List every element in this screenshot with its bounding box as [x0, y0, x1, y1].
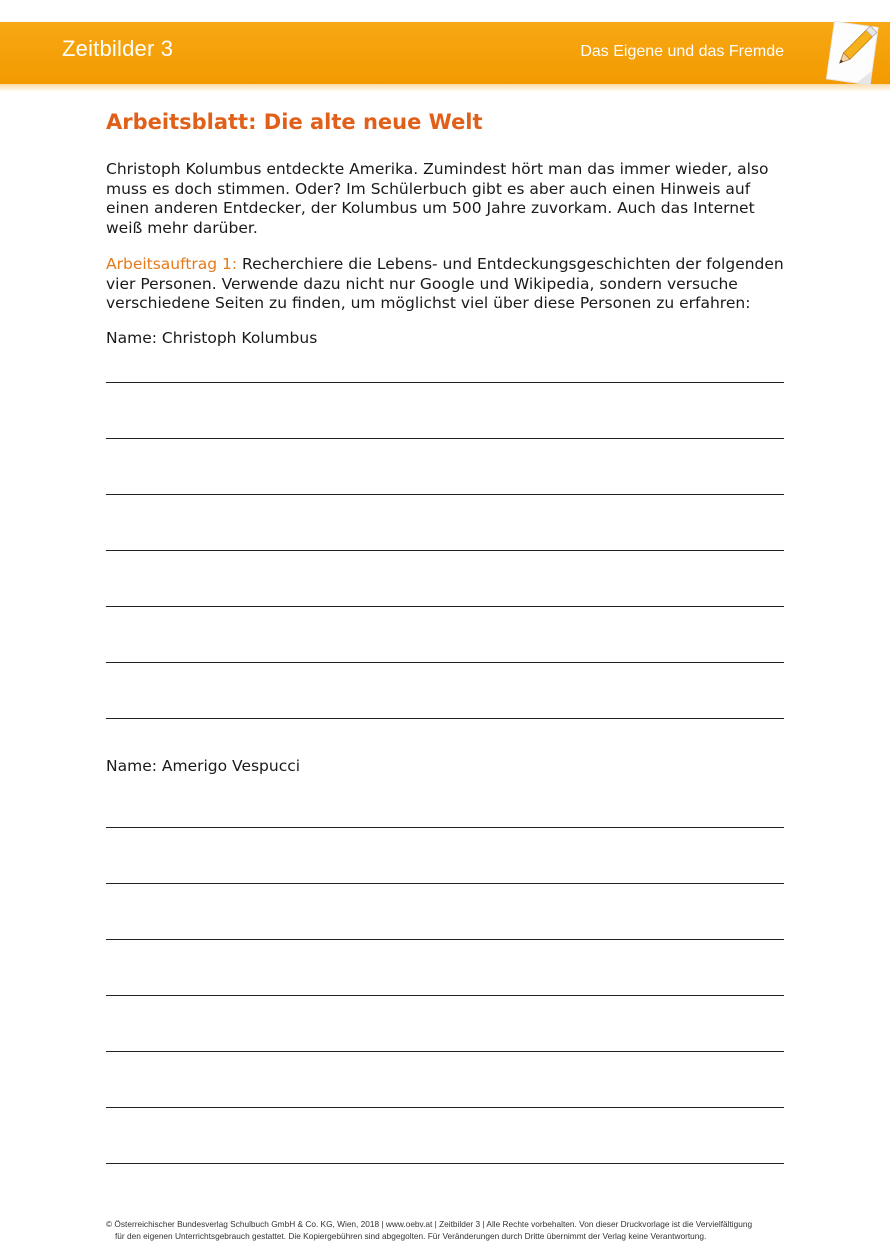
- name-label-vespucci: Name: Amerigo Vespucci: [106, 757, 301, 775]
- copyright-footer: [106, 1218, 796, 1242]
- writing-line[interactable]: [106, 494, 784, 495]
- name-label-kolumbus: Name: Christoph Kolumbus: [106, 329, 318, 347]
- footer-line-2: für den eigenen Unterrichtsgebrauch gestattet. Die Kopiergebühren sind abgegolten. Für Veränderungen durch Dritte übernimmt der Verlag keine Verantwortung.: [115, 1231, 707, 1241]
- brand-title: Zeitbilder 3: [62, 36, 174, 61]
- task-label: Arbeitsauftrag 1:: [106, 255, 238, 273]
- chapter-subject: Das Eigene und das Fremde: [580, 43, 784, 60]
- writing-line[interactable]: [106, 718, 784, 719]
- footer-line-1: © Österreichischer Bundesverlag Schulbuch GmbH & Co. KG, Wien, 2018 | www.oebv.at | Zeitbilder 3 | Alle Rechte vorbehalten. Von dieser Druckvorlage ist die Vervielfältigung: [106, 1219, 753, 1229]
- header-shadow: [0, 84, 890, 92]
- writing-line[interactable]: [106, 662, 784, 663]
- writing-line[interactable]: [106, 606, 784, 607]
- task-text: Recherchiere die Lebens- und Entdeckungsgeschichten der folgenden vier Personen. Verwende dazu nicht nur Google und Wikipedia, sondern versuche verschiedene Seiten zu finden, um möglichst viel über diese Personen zu erfahren:: [106, 255, 784, 312]
- task-paragraph: [106, 255, 786, 314]
- writing-line[interactable]: [106, 550, 784, 551]
- writing-line[interactable]: [106, 1163, 784, 1164]
- writing-line[interactable]: [106, 438, 784, 439]
- writing-line[interactable]: [106, 1051, 784, 1052]
- intro-paragraph: Christoph Kolumbus entdeckte Amerika. Zumindest hört man das immer wieder, also muss es doch stimmen. Oder? Im Schülerbuch gibt es aber auch einen Hinweis auf einen anderen Entdecker, der Kolumbus um 500 Jahre zuvorkam. Auch das Internet weiß mehr darüber.: [106, 160, 769, 237]
- worksheet-title: Arbeitsblatt: Die alte neue Welt: [106, 110, 483, 134]
- writing-line[interactable]: [106, 1107, 784, 1108]
- answer-lines-kolumbus[interactable]: [106, 382, 784, 774]
- note-pencil-icon: [818, 14, 884, 96]
- writing-line[interactable]: [106, 827, 784, 828]
- writing-line[interactable]: [106, 883, 784, 884]
- writing-line[interactable]: [106, 939, 784, 940]
- writing-line[interactable]: [106, 995, 784, 996]
- answer-lines-vespucci[interactable]: [106, 827, 784, 1219]
- writing-line[interactable]: [106, 382, 784, 383]
